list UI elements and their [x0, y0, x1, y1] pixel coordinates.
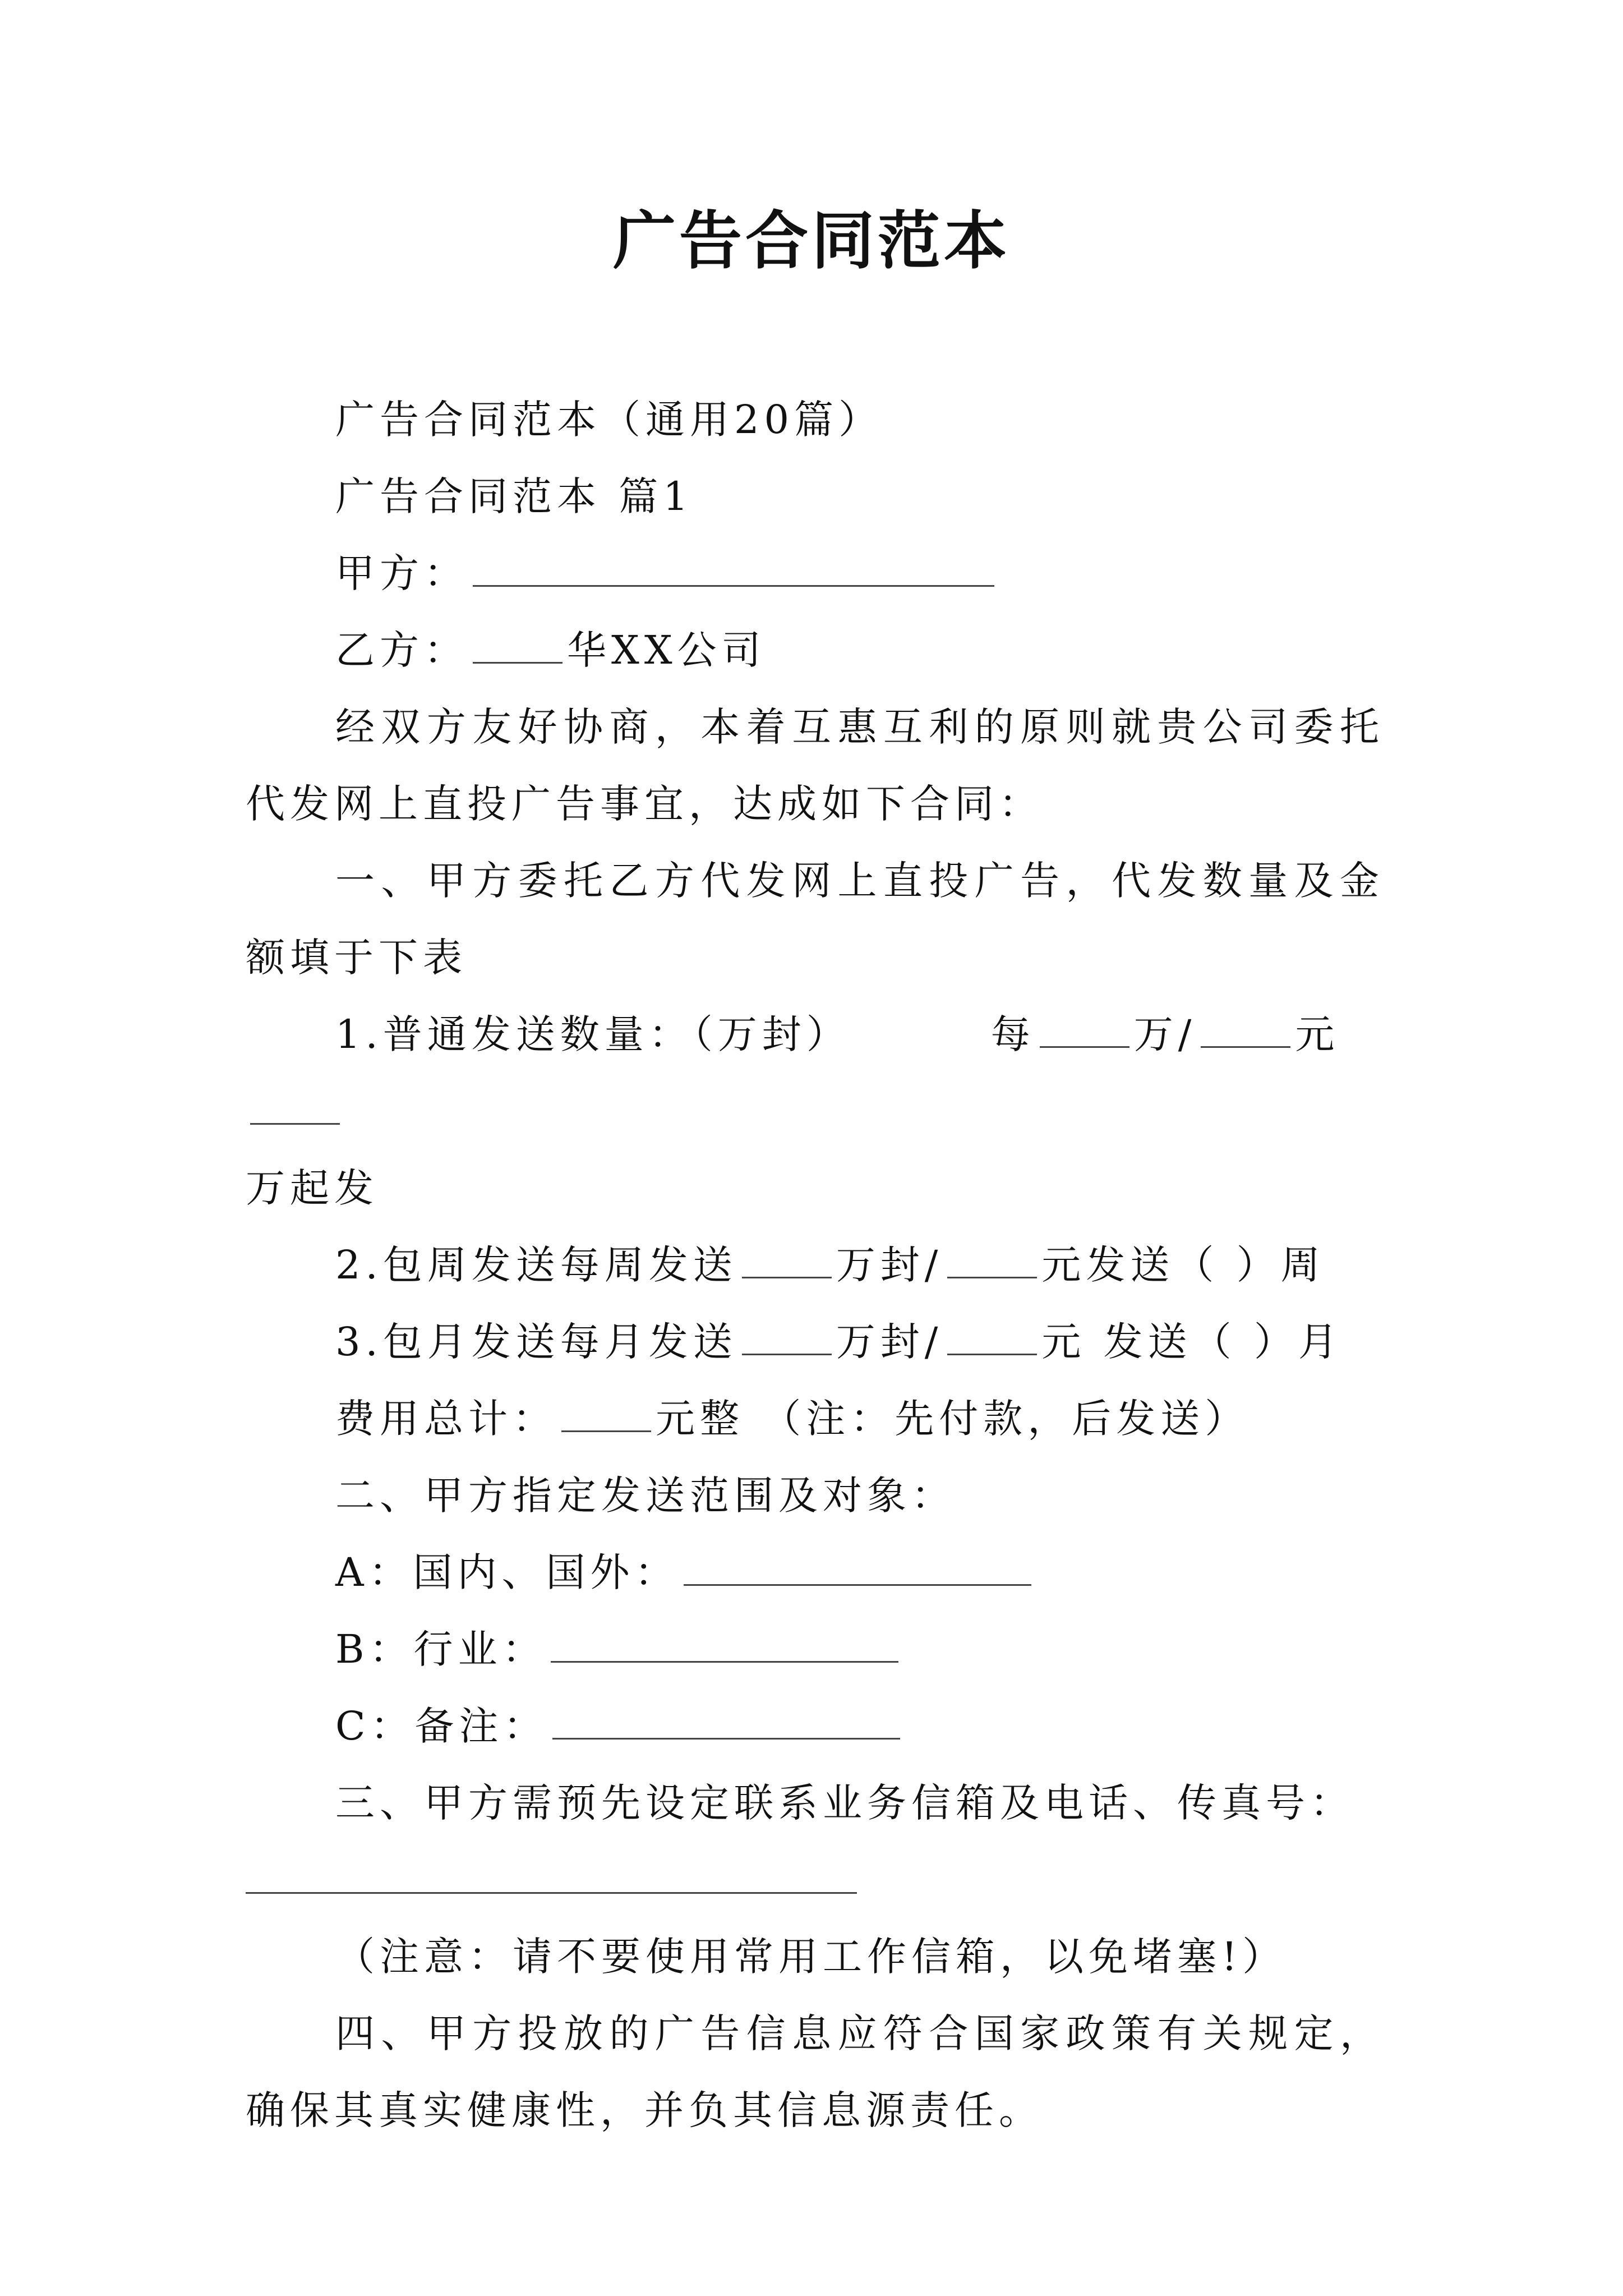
item-1-blank-1: [1040, 1013, 1129, 1048]
item-1-blank-3: [250, 1089, 340, 1125]
item-2-blank-2: [947, 1243, 1037, 1278]
scope-c: [246, 1688, 1384, 1765]
item-3-tail: 元 发送（ ）月: [1041, 1319, 1343, 1365]
clause-2: 二、甲方指定发送范围及对象：: [335, 1473, 956, 1519]
scope-b: [246, 1611, 1384, 1688]
item-1-min: 万起发: [246, 1165, 379, 1211]
item-1-label: 1.普通发送数量：（万封）: [335, 1011, 851, 1057]
item-2: [246, 1227, 1384, 1304]
item-1-yuan: 元: [1295, 1011, 1340, 1057]
item-2-tail: 元发送（ ）周: [1041, 1242, 1325, 1288]
item-3-unit: 万封/: [836, 1319, 943, 1365]
intro-paragraph: 经双方友好协商，本着互惠互利的原则就贵公司委托代发网上直投广告事宜，达成如下合同：: [246, 704, 1384, 827]
scope-b-blank: [551, 1627, 898, 1663]
contact-blank-line: [246, 1842, 1384, 1918]
section-heading: 广告合同范本 篇1: [335, 473, 693, 519]
total-blank: [561, 1397, 651, 1432]
party-b-blank: [473, 628, 562, 664]
party-a-line: [246, 535, 1384, 612]
contact-underline: [246, 1892, 857, 1894]
item-1-unit: 万/: [1133, 1011, 1197, 1057]
party-b-value: 华XX公司: [567, 627, 766, 673]
total-tail: 元整 （注：先付款，后发送）: [656, 1396, 1249, 1442]
document-title: 广告合同范本: [613, 204, 1010, 278]
item-3-label: 3.包月发送每月发送: [335, 1319, 737, 1365]
item-2-blank-1: [742, 1243, 832, 1278]
total-line: [246, 1381, 1384, 1457]
scope-c-blank: [552, 1704, 900, 1740]
clause-3: 三、甲方需预先设定联系业务信箱及电话、传真号：: [335, 1780, 1354, 1826]
document-subtitle: 广告合同范本（通用20篇）: [335, 397, 883, 443]
item-1-per: 每: [990, 1011, 1035, 1057]
item-3-blank-2: [947, 1320, 1037, 1355]
party-a-blank: [473, 551, 994, 587]
item-2-label: 2.包周发送每周发送: [335, 1242, 737, 1288]
item-3: [246, 1304, 1384, 1381]
notice: （注意：请不要使用常用工作信箱，以免堵塞!）: [335, 1934, 1287, 1980]
scope-b-label: B：行业：: [335, 1626, 547, 1672]
scope-a-label: A：国内、国外：: [335, 1549, 679, 1595]
clause-4: 四、甲方投放的广告信息应符合国家政策有关规定，确保其真实健康性，并负其信息源责任。: [246, 2010, 1384, 2133]
party-b-line: [246, 612, 1384, 689]
scope-a-blank: [684, 1550, 1031, 1586]
clause-1: 一、甲方委托乙方代发网上直投广告，代发数量及金额填于下表: [246, 858, 1384, 981]
scope-a: [246, 1534, 1384, 1611]
item-2-unit: 万封/: [836, 1242, 943, 1288]
item-1-blank-2: [1201, 1013, 1290, 1048]
scope-c-label: C：备注：: [335, 1703, 548, 1749]
party-b-label: 乙方：: [335, 627, 468, 673]
total-label: 费用总计：: [335, 1396, 557, 1442]
item-3-blank-1: [742, 1320, 832, 1355]
document-body: [246, 381, 1384, 2149]
party-a-label: 甲方：: [335, 550, 468, 596]
item-1: [246, 996, 1384, 1227]
